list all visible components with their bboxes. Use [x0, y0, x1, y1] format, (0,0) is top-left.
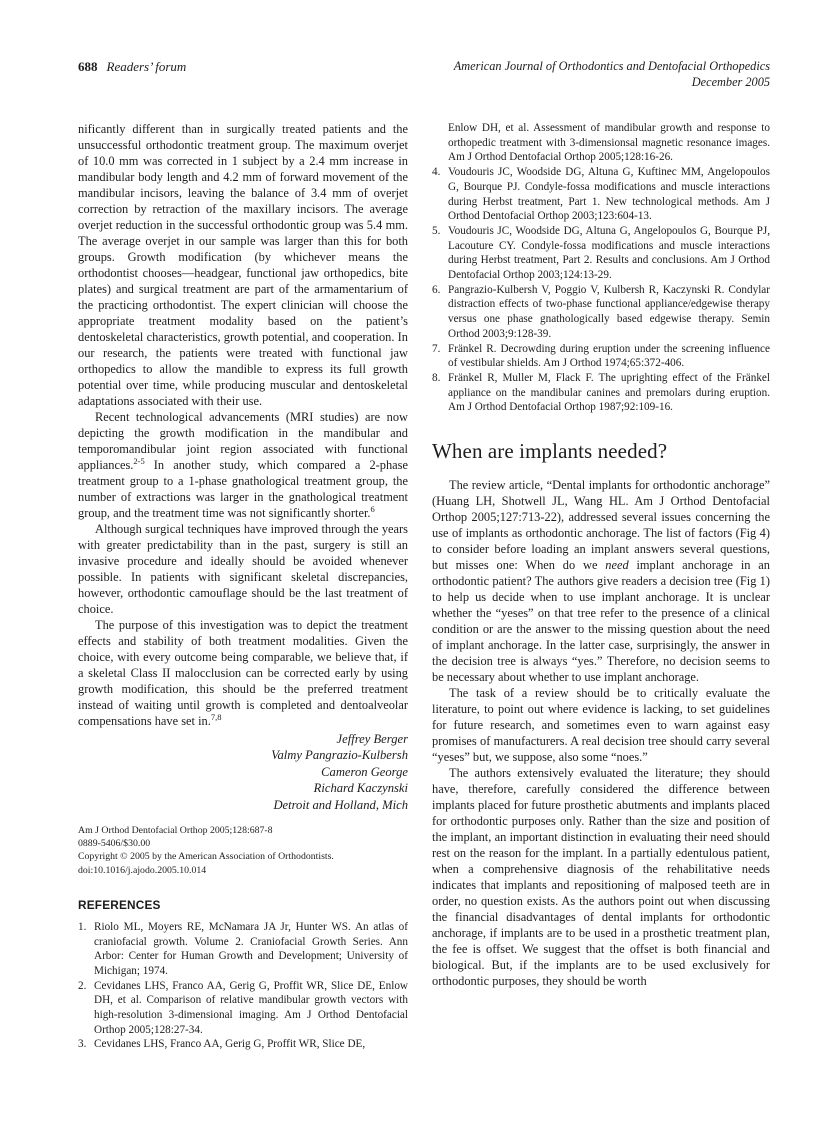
- citation-line: Am J Orthod Dentofacial Orthop 2005;128:687-8: [78, 825, 273, 837]
- issue-date: December 2005: [691, 74, 770, 89]
- reference-item: [432, 342, 770, 371]
- body-paragraph: The authors extensively evaluated the literature; they should have, therefore, carefully considered the difference between implants placed for future prosthetic abutments and implants placed for orthodontic purposes only. Rather than the size and position of the implant, an important distinction in evaluating their need should rest on the reason for the implant. In a partially edentulous patient, when a comprehensive diagnosis of the rehabilitative needs indicates that implants and repositioning of malposed teeth are in order, no question exists. As the authors point out when discussing the financial disadvantages of dental implants for orthodontic anchorage, if implants are to be used in a prosthetic treatment plan, the fee is offset. We suggest that the offset is both financial and biological. But, if the implants are to be used exclusively for orthodontic purposes, they should be worth: [432, 766, 770, 989]
- section-title: Readers’ forum: [106, 59, 187, 74]
- body-paragraph: [78, 409, 408, 521]
- body-paragraph: [78, 617, 408, 729]
- reference-list-continued: [432, 165, 770, 415]
- reference-item: [432, 165, 770, 224]
- right-column: [432, 121, 770, 989]
- reference-text: Voudouris JC, Woodside DG, Altuna G, Angelopoulos G, Bourque PJ, Lacouture CY. Condyle-fossa modifications and muscle interactions during Herbst treatment, Part 2. Results and conclusions. Am J Orthod Dentofacial Orthop 2003;124:13-29.: [448, 224, 770, 282]
- reference-number: 2.: [78, 979, 87, 992]
- copyright-line: Copyright © 2005 by the American Association of Orthodontists.: [78, 851, 334, 863]
- author-name: Valmy Pangrazio-Kulbersh: [271, 748, 408, 763]
- journal-name: American Journal of Orthodontics and Dentofacial Orthopedics: [453, 59, 770, 73]
- emphasized-word: need: [605, 558, 629, 573]
- reference-list: [78, 920, 408, 1052]
- reference-text: Cevidanes LHS, Franco AA, Gerig G, Proffit WR, Slice DE, Enlow DH, et al. Comparison of relative mandibular growth vectors with high-resolution 3-dimensional imaging. Am J Orthod Dentofacial Orthop 2005;128:27-34.: [94, 979, 408, 1036]
- author-signatures: [78, 731, 408, 813]
- reference-item: [78, 1037, 408, 1052]
- paragraph-text: Recent technological advancements (MRI studies) are now depicting the growth modification in the mandibular and temporomandibular joint region associated with functional appliances.: [78, 410, 408, 472]
- body-paragraph: Although surgical techniques have improved through the years with greater predictability than in the past, surgery is still an invasive procedure and ideally should be avoided whenever possible. In patients with significant skeletal discrepancies, however, orthodontic camouflage should be the last treatment of choice.: [78, 522, 408, 616]
- reference-number: 3.: [78, 1038, 87, 1051]
- paragraph-text: The review article, “Dental implants for orthodontic anchorage” (Huang LH, Shotwell JL, Wang HL. Am J Orthod Dentofacial Orthop 2005;127:713-22), addressed several issues concerning the use of implants as orthodontic anchorage. The list of factors (Fig 4) to consider before loading an implant answers several questions, but misses one: When do we: [432, 478, 770, 573]
- body-paragraph: The task of a review should be to critically evaluate the literature, to point out where evidence is lacking, to set guidelines for future research, and sometimes even to warn against easy promises of manufacturers. A real decision tree should carry several “yeses” but, we suppose, also some “noes.”: [432, 686, 770, 765]
- reference-item: [78, 920, 408, 979]
- reference-superscript: 2-5: [133, 455, 145, 466]
- reference-continuation: Enlow DH, et al. Assessment of mandibular growth and response to orthopedic treatment with 3-dimensionsal magnetic resonance images. Am J Orthod Dentofacial Orthop 2005;128:16-26.: [448, 122, 770, 164]
- reference-superscript: 6: [370, 503, 375, 514]
- author-location: Detroit and Holland, Mich: [273, 797, 408, 812]
- author-name: Cameron George: [321, 764, 408, 779]
- reference-number: 6.: [432, 283, 441, 296]
- paragraph-text: implant anchorage in an orthodontic patient? The authors give readers a decision tree (Fig 1) to help us decide when to use implant anchorage. It is unclear whether the “yeses” on that tree refer to the presence of a clinical condition or are the answer to the missing question about the need of implant anchorage. In the latter case, surprisingly, the answer in the decision tree is always “yes.” Therefore, no decision seems to be necessary about whether to use implant anchorage.: [432, 558, 770, 685]
- reference-item: [78, 979, 408, 1038]
- paragraph-text: The purpose of this investigation was to depict the treatment effects and stability of both treatment modalities. Given the choice, with every outcome being comparable, we believe that, if a skeletal Class II malocclusion can be corrected early by using growth modification, this should be the preferred treatment instead of waiting until growth is completed and dentoalveolar compensations have set in.: [78, 618, 408, 728]
- paragraph-text: In another study, which compared a 2-phase treatment group to a 1-phase gnathological treatment group, the number of extractions was larger in the gnathological treatment group, and the treatment time was not significantly shorter.: [78, 458, 408, 520]
- reference-text: Riolo ML, Moyers RE, McNamara JA Jr, Hunter WS. An atlas of craniofacial growth. Volume 2. Craniofacial Growth Series. Ann Arbor: Center for Human Growth and Development; University of Michigan; 1974.: [94, 920, 408, 977]
- body-paragraph: [432, 477, 770, 685]
- reference-number: 1.: [78, 920, 87, 933]
- reference-text: Fränkel R, Muller M, Flack F. The uprighting effect of the Fränkel appliance on the mandibular canines and premolars during eruption. Am J Orthod Dentofacial Orthop 1987;92:109-16.: [448, 371, 770, 414]
- reference-text: Pangrazio-Kulbersh V, Poggio V, Kulbersh R, Kaczynski R. Condylar distraction effects of two-phase functional appliance/edgewise therapy versus one phase gnathologically based edgewise therapy. Semin Orthod 2003;9:128-39.: [448, 283, 770, 340]
- reference-item: [432, 283, 770, 342]
- reference-text: Cevidanes LHS, Franco AA, Gerig G, Proffit WR, Slice DE,: [94, 1038, 366, 1051]
- references-heading: REFERENCES: [78, 897, 161, 912]
- running-head-left: [78, 59, 186, 75]
- reference-superscript: 7,8: [210, 711, 222, 722]
- left-column: [78, 121, 408, 1052]
- author-name: Jeffrey Berger: [336, 732, 408, 746]
- reference-text: Voudouris JC, Woodside DG, Altuna G, Kuftinec MM, Angelopoulos G, Bourque PJ. Condyle-fossa modifications and muscle interactions during Herbst treatment, Part 1. New technological methods. Am J Orthod Dentofacial Orthop 2003;123:604-13.: [448, 166, 770, 223]
- reference-item: [432, 224, 770, 283]
- body-paragraph: nificantly different than in surgically treated patients and the unsuccessful orthodontic treatment group. The maximum overjet of 10.0 mm was corrected in 1 subject by a 2.4 mm increase in mandibular body length and 4.2 mm of forward movement of the mandibular incisors, leaving the balance of 3.4 mm of overjet correction by retraction of the maxillary incisors. The average overjet reduction in the successful orthodontic group was 5.4 mm. The average overjet in our sample was larger than this for both groups. Growth modification (by whichever means the orthodontist chooses—headgear, functional jaw orthopedics, bite plates) and surgical treatment are part of the armamentarium of the practicing orthodontist. The expert clinician will choose the appropriate treatment modality based on the patient’s dentoskeletal characteristics, growth potential, and cooperation. In our research, the patients were treated with functional jaw orthopedics to allow the mandible to express its full growth potential over time, while producing muscular and dentoskeletal adaptations associated with their use.: [78, 122, 408, 408]
- reference-text: Fränkel R. Decrowding during eruption under the screening influence of vestibular shields. Am J Orthod 1974;65:372-406.: [448, 342, 770, 370]
- reference-number: 7.: [432, 342, 441, 355]
- reference-item: [432, 371, 770, 415]
- running-head-right: [454, 59, 770, 90]
- reference-number: 4.: [432, 166, 441, 179]
- reference-number: 8.: [432, 371, 441, 384]
- author-name: Richard Kaczynski: [313, 781, 408, 796]
- doi-line: doi:10.1016/j.ajodo.2005.10.014: [78, 864, 207, 876]
- reference-number: 5.: [432, 224, 441, 237]
- issn-price-line: 0889-5406/$30.00: [78, 838, 151, 850]
- page-number: 688: [78, 59, 98, 74]
- page-header: [78, 59, 770, 90]
- article-title: When are implants needed?: [432, 439, 668, 464]
- article-footnote: [78, 824, 408, 877]
